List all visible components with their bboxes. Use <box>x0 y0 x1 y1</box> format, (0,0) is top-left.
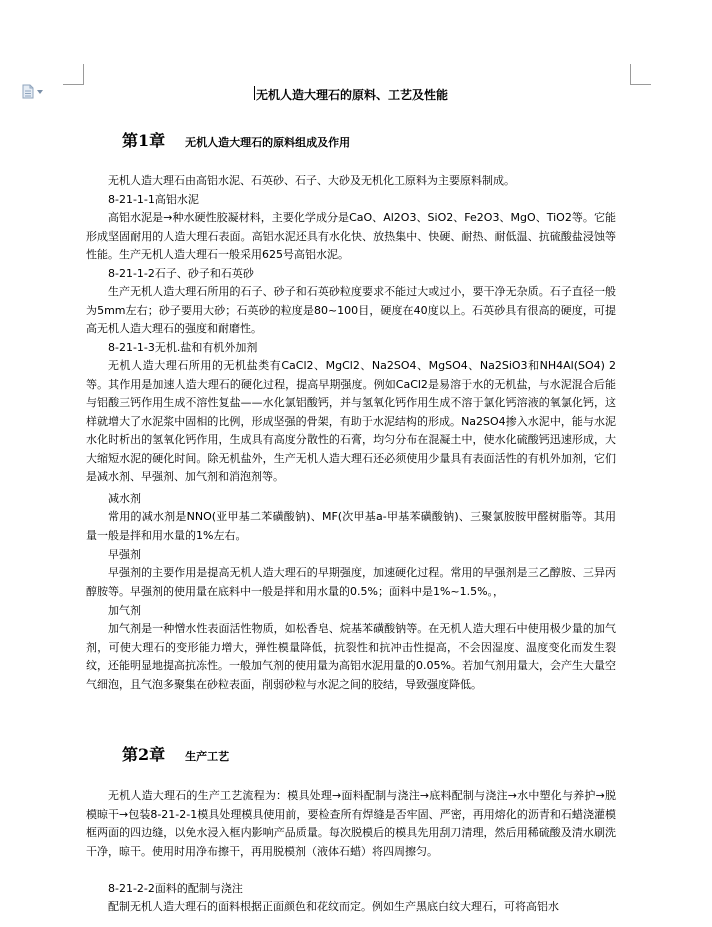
margin-corner-mark-right <box>630 64 651 85</box>
paragraph: 加气剂是一种憎水性表面活性物质，如松香皂、烷基苯磺酸钠等。在无机人造大理石中使用极少量的加气剂，可使大理石的变形能力增大，弹性模量降低，抗裂性和抗冲击性提高，不会因湿度、温度变化而发生裂纹，还能明显地提高抗冻性。一般加气剂的使用量为高铝水泥用量的0.05%。若加气剂用量大，会产生大量空气细泡，且气泡多聚集在砂粒表面，削弱砂粒与水泥之间的胶结，导致强度降低。 <box>86 622 616 691</box>
document-icon <box>22 84 34 99</box>
chapter-heading <box>122 128 350 151</box>
paragraph: 无机人造大理石所用的无机盐类有CaCl2、MgCl2、Na2SO4、MgSO4、Na2SiO3和NH4Al(SO4) 2等。其作用是加速人造大理石的硬化过程，提高早期强度。例如CaCl2是易溶于水的无机盐，与水泥混合后能与铝酸三钙作用生成不溶性复盐——水化氯铝酸钙，并与氢氧化钙作用生成不溶于氯化钙溶液的氧氯化钙，这样就增大了水泥浆中固相的比例，形成坚强的骨架，有助于水泥结构的形成。Na2SO4掺入水泥中，能与水泥水化时析出的氢氧化钙作用，生成具有高度分散性的石膏，均匀分布在混凝土中，使水化硫酸钙迅速形成，大大缩短水泥的硬化时间。除无机盐外，生产无机人造大理石还必须使用少量具有表面活性的有机外加剂，它们是减水剂、早强剂、加气剂和消泡剂等。 <box>86 359 616 483</box>
document-menu-button[interactable] <box>22 84 43 99</box>
section-heading: 8-21-1-2石子、砂子和石英砂 <box>108 267 254 280</box>
section-heading: 8-21-1-3无机.盐和有机外加剂 <box>108 341 258 354</box>
chapter-title: 无机人造大理石的原料组成及作用 <box>185 136 351 149</box>
section-heading: 减水剂 <box>108 492 141 505</box>
chapter-heading <box>122 742 229 765</box>
paragraph: 生产无机人造大理石所用的石子、砂子和石英砂粒度要求不能过大或过小，要干净无杂质。石子直径一般为5mm左右；砂子要用大砂；石英砂的粒度是80~100目，硬度在40度以上。石英砂具有很高的硬度，可提高无机人造大理石的强度和耐磨性。 <box>86 285 616 335</box>
paragraph: 配制无机人造大理石的面料根据正面颜色和花纹而定。例如生产黑底白纹大理石，可将高铝水 <box>108 900 559 913</box>
paragraph: 无机人造大理石由高铝水泥、石英砂、石子、大砂及无机化工原料为主要原料制成。 <box>108 174 515 187</box>
paragraph: 早强剂的主要作用是提高无机人造大理石的早期强度，加速硬化过程。常用的早强剂是三乙醇胺、三异丙醇胺等。早强剂的使用量在底料中一般是拌和用水量的0.5%；面料中是1%~1.5%。， <box>86 566 616 598</box>
chapter-number: 第2章 <box>122 745 166 764</box>
section-heading: 8-21-1-1高铝水泥 <box>108 193 199 206</box>
section-heading: 早强剂 <box>108 548 141 561</box>
paragraph: 常用的减水剂是NNO(亚甲基二苯磺酸钠)、MF(次甲基a-甲基苯磺酸钠)、三聚氯胺胺甲醛树脂等。其用量一般是拌和用水量的1%左右。 <box>86 510 616 542</box>
section-heading: 加气剂 <box>108 604 141 617</box>
chapter-number: 第1章 <box>122 131 166 150</box>
chapter-title: 生产工艺 <box>185 750 230 763</box>
margin-corner-mark-left <box>63 64 84 85</box>
paragraph: 无机人造大理石的生产工艺流程为：模具处理→面料配制与浇注→底料配制与浇注→水中塑化与养护→脱模晾干→包装8-21-2-1模具处理模具使用前，要检查所有焊缝是否牢固、严密，再用熔化的沥青和石蜡浇灌模框两面的四边缝，以免水浸入框内影响产品质量。每次脱模后的模具先用刮刀清理，然后用稀硫酸及清水刷洗干净，晾干。使用时用净布擦干，再用脱模剂（液体石蜡）将四周擦匀。 <box>86 789 616 858</box>
text-cursor <box>254 86 255 100</box>
paragraph: 高铝水泥是→种水硬性胶凝材料，主要化学成分是CaO、Al2O3、SiO2、Fe2O3、MgO、TiO2等。它能形成坚固耐用的人造大理石表面。高铝水泥还具有水化快、放热集中、快硬、耐热、耐低温、抗硫酸盐浸蚀等性能。生产无机人造大理石一般采用625号高铝水泥。 <box>86 211 616 261</box>
section-heading: 8-21-2-2面料的配制与浇注 <box>108 882 243 895</box>
document-title: 无机人造大理石的原料、工艺及性能 <box>256 88 449 102</box>
chevron-down-icon <box>37 90 43 94</box>
